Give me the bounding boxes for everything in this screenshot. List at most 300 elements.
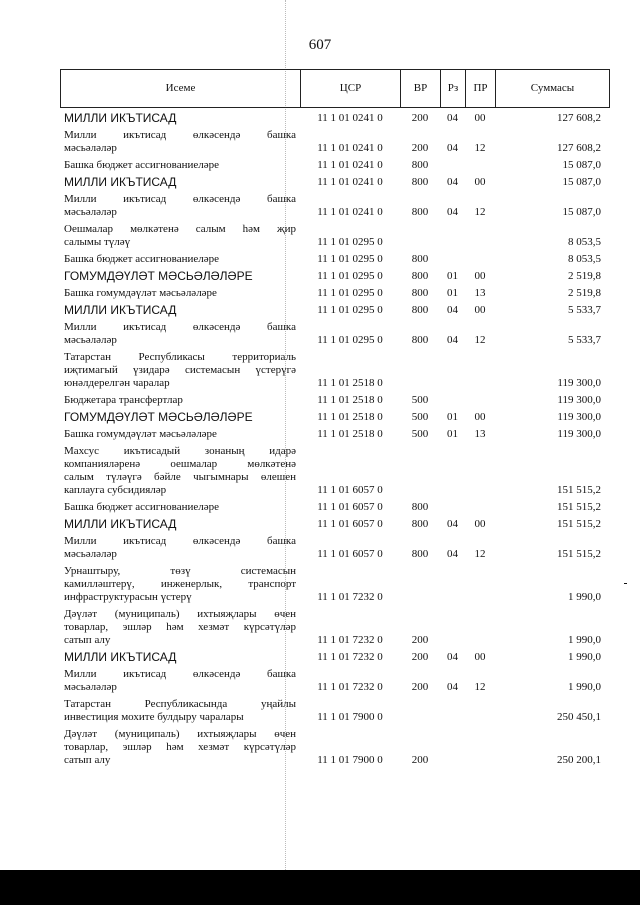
row-csr-cell	[300, 664, 400, 694]
row-sum-cell	[495, 647, 610, 664]
row-name-line: Милли икътисад өлкәсендә башка	[64, 668, 296, 680]
row-sum: 119 300,0	[557, 377, 601, 389]
row-name	[60, 219, 300, 249]
row-csr-cell	[300, 172, 400, 189]
row-pr-cell	[465, 647, 495, 664]
row-name	[60, 514, 300, 531]
row-name	[60, 108, 300, 125]
row-name-line: Дәүләт (муниципаль) ихтыяҗлары өчен	[64, 728, 296, 740]
row-name-line: товарлар, эшләр һәм хезмәт күрсәтүләр	[64, 741, 296, 753]
row-csr-cell	[300, 647, 400, 664]
row-pr-cell	[465, 694, 495, 724]
row-sum: 5 533,7	[568, 304, 601, 316]
row-rz-cell	[440, 390, 465, 407]
row-name-line: ГОМУМДӘҮЛӘТ МӘСЬӘЛӘЛӘРЕ	[64, 411, 253, 424]
row-name-line: юнәлдерелгән чаралар	[64, 377, 170, 389]
row-csr: 11 1 01 0241 0	[317, 176, 383, 188]
row-sum-cell	[495, 172, 610, 189]
row-vr-cell	[400, 249, 440, 266]
scan-bottom-edge	[0, 870, 640, 905]
row-sum-cell	[495, 317, 610, 347]
row-name	[60, 407, 300, 424]
row-csr-cell	[300, 497, 400, 514]
row-vr-cell	[400, 441, 440, 497]
row-csr-cell	[300, 219, 400, 249]
row-pr: 13	[474, 287, 486, 299]
row-sum-cell	[495, 108, 610, 125]
row-name-line: Башка бюджет ассигнованиеләре	[64, 501, 219, 513]
row-rz: 04	[447, 206, 458, 218]
row-name	[60, 724, 300, 767]
table-row	[60, 317, 610, 347]
table-row	[60, 694, 610, 724]
row-name-line: камилләштерү, инженерлык, транспорт	[64, 578, 296, 590]
row-sum: 151 515,2	[557, 518, 601, 530]
table-row	[60, 407, 610, 424]
row-pr-cell	[465, 219, 495, 249]
row-name-line: ГОМУМДӘҮЛӘТ МӘСЬӘЛӘЛӘРЕ	[64, 270, 253, 283]
row-csr-cell	[300, 347, 400, 390]
row-name-line: сатып алу	[64, 634, 111, 646]
table-row	[60, 531, 610, 561]
row-pr-cell	[465, 531, 495, 561]
row-vr-cell	[400, 300, 440, 317]
row-pr-cell	[465, 664, 495, 694]
table-row	[60, 604, 610, 647]
row-rz: 04	[447, 176, 458, 188]
row-pr-cell	[465, 300, 495, 317]
row-name	[60, 694, 300, 724]
row-csr-cell	[300, 424, 400, 441]
row-pr-cell	[465, 407, 495, 424]
row-sum: 250 450,1	[557, 711, 601, 723]
row-name	[60, 664, 300, 694]
row-sum: 15 087,0	[562, 159, 601, 171]
row-rz: 01	[447, 270, 458, 282]
row-vr-cell	[400, 390, 440, 407]
row-csr-cell	[300, 300, 400, 317]
row-sum: 15 087,0	[562, 176, 601, 188]
row-csr: 11 1 01 2518 0	[317, 377, 383, 389]
row-csr: 11 1 01 7900 0	[317, 711, 383, 723]
row-rz: 04	[447, 142, 458, 154]
row-sum-cell	[495, 189, 610, 219]
row-pr-cell	[465, 172, 495, 189]
row-pr: 00	[474, 304, 486, 316]
row-name-line: инвестиция мохите булдыру чаралары	[64, 711, 244, 723]
row-csr-cell	[300, 604, 400, 647]
row-vr-cell	[400, 724, 440, 767]
row-csr: 11 1 01 7232 0	[317, 591, 383, 603]
row-vr-cell	[400, 407, 440, 424]
row-csr: 11 1 01 2518 0	[317, 394, 383, 406]
row-sum: 250 200,1	[557, 754, 601, 766]
row-vr-cell	[400, 283, 440, 300]
row-pr-cell	[465, 249, 495, 266]
row-sum-cell	[495, 219, 610, 249]
row-vr: 200	[411, 754, 429, 766]
row-vr-cell	[400, 347, 440, 390]
row-csr-cell	[300, 317, 400, 347]
row-csr: 11 1 01 6057 0	[317, 484, 383, 496]
row-pr: 12	[474, 142, 486, 154]
row-csr-cell	[300, 189, 400, 219]
row-vr-cell	[400, 561, 440, 604]
table-row	[60, 390, 610, 407]
row-vr: 500	[411, 394, 429, 406]
row-rz-cell	[440, 347, 465, 390]
row-rz-cell	[440, 317, 465, 347]
row-pr: 00	[474, 411, 486, 423]
row-sum-cell	[495, 424, 610, 441]
row-name-line: Башка гомумдәүләт мәсьәләләре	[64, 428, 217, 440]
row-vr: 800	[411, 253, 429, 265]
row-vr-cell	[400, 664, 440, 694]
row-vr-cell	[400, 514, 440, 531]
row-rz-cell	[440, 724, 465, 767]
row-name-line: Бюджетара трансфертлар	[64, 394, 183, 406]
row-rz: 04	[447, 112, 458, 124]
row-name-line: компанияләренә оешмалар мөлкәтенә	[64, 458, 296, 470]
row-vr: 800	[411, 206, 429, 218]
row-sum: 8 053,5	[568, 253, 601, 265]
row-pr: 00	[474, 651, 486, 663]
row-name-line: мәсьәләләр	[64, 334, 117, 346]
row-name	[60, 317, 300, 347]
row-name-line: Дәүләт (муниципаль) ихтыяҗлары өчен	[64, 608, 296, 620]
row-name	[60, 390, 300, 407]
row-vr-cell	[400, 604, 440, 647]
table-row	[60, 664, 610, 694]
row-rz-cell	[440, 249, 465, 266]
row-sum-cell	[495, 604, 610, 647]
row-rz-cell	[440, 266, 465, 283]
row-rz-cell	[440, 531, 465, 561]
row-rz-cell	[440, 561, 465, 604]
row-sum: 1 990,0	[568, 591, 601, 603]
row-csr-cell	[300, 514, 400, 531]
row-rz: 04	[447, 681, 458, 693]
row-csr: 11 1 01 0295 0	[317, 270, 383, 282]
row-name	[60, 561, 300, 604]
row-name-line: мәсьәләләр	[64, 206, 117, 218]
row-pr: 12	[474, 548, 486, 560]
row-rz-cell	[440, 108, 465, 125]
row-csr: 11 1 01 6057 0	[317, 518, 383, 530]
row-csr: 11 1 01 6057 0	[317, 548, 383, 560]
row-name	[60, 155, 300, 172]
row-rz: 04	[447, 548, 458, 560]
row-vr-cell	[400, 424, 440, 441]
row-vr-cell	[400, 189, 440, 219]
row-vr-cell	[400, 497, 440, 514]
row-csr: 11 1 01 7232 0	[317, 634, 383, 646]
row-vr: 200	[411, 651, 429, 663]
row-csr-cell	[300, 724, 400, 767]
table-row	[60, 724, 610, 767]
row-sum-cell	[495, 694, 610, 724]
row-name-line: Башка гомумдәүләт мәсьәләләре	[64, 287, 217, 299]
row-rz-cell	[440, 694, 465, 724]
margin-mark	[624, 583, 627, 584]
row-name	[60, 531, 300, 561]
row-pr-cell	[465, 108, 495, 125]
row-vr: 500	[411, 411, 429, 423]
row-name	[60, 441, 300, 497]
row-name	[60, 300, 300, 317]
row-vr: 200	[411, 634, 429, 646]
row-name-line: товарлар, эшләр һәм хезмәт күрсәтүләр	[64, 621, 296, 633]
row-name-line: МИЛЛИ ИКЪТИСАД	[64, 304, 177, 317]
row-csr: 11 1 01 0295 0	[317, 253, 383, 265]
table-row	[60, 189, 610, 219]
table-row	[60, 647, 610, 664]
row-rz: 04	[447, 304, 458, 316]
row-vr: 800	[411, 334, 429, 346]
row-vr: 200	[411, 142, 429, 154]
column-header-vr: ВР	[401, 70, 441, 107]
table-row	[60, 108, 610, 125]
row-vr-cell	[400, 266, 440, 283]
row-rz: 01	[447, 287, 458, 299]
row-sum-cell	[495, 724, 610, 767]
table-row	[60, 497, 610, 514]
row-pr-cell	[465, 155, 495, 172]
row-name-line: салым түләүгә бәйле чыгымнары өлешен	[64, 471, 296, 483]
page-number: 607	[308, 37, 332, 53]
row-csr-cell	[300, 155, 400, 172]
row-rz-cell	[440, 664, 465, 694]
row-name-line: МИЛЛИ ИКЪТИСАД	[64, 112, 177, 125]
row-vr: 800	[411, 176, 429, 188]
table-row	[60, 424, 610, 441]
row-pr-cell	[465, 724, 495, 767]
row-csr: 11 1 01 0241 0	[317, 142, 383, 154]
row-name-line: Башка бюджет ассигнованиеләре	[64, 253, 219, 265]
row-csr: 11 1 01 7232 0	[317, 651, 383, 663]
row-rz-cell	[440, 172, 465, 189]
row-name-line: Милли икътисад өлкәсендә башка	[64, 535, 296, 547]
row-vr: 800	[411, 501, 429, 513]
row-sum: 119 300,0	[557, 394, 601, 406]
row-rz-cell	[440, 155, 465, 172]
row-name	[60, 497, 300, 514]
row-csr-cell	[300, 390, 400, 407]
column-header-rz: Рз	[441, 70, 466, 107]
row-name	[60, 283, 300, 300]
row-sum: 5 533,7	[568, 334, 601, 346]
column-header-name: Исеме	[61, 70, 301, 107]
row-pr: 00	[474, 176, 486, 188]
row-name-line: мәсьәләләр	[64, 681, 117, 693]
row-vr-cell	[400, 125, 440, 155]
row-vr-cell	[400, 219, 440, 249]
table-row	[60, 266, 610, 283]
row-pr-cell	[465, 561, 495, 604]
row-sum: 119 300,0	[557, 428, 601, 440]
row-pr: 00	[474, 270, 486, 282]
row-sum-cell	[495, 497, 610, 514]
row-csr-cell	[300, 108, 400, 125]
row-rz-cell	[440, 407, 465, 424]
row-vr-cell	[400, 172, 440, 189]
row-vr-cell	[400, 531, 440, 561]
row-pr-cell	[465, 266, 495, 283]
row-sum-cell	[495, 347, 610, 390]
column-header-pr: ПР	[466, 70, 496, 107]
row-vr: 800	[411, 518, 429, 530]
row-name-line: мәсьәләләр	[64, 548, 117, 560]
table-row	[60, 125, 610, 155]
row-sum-cell	[495, 407, 610, 424]
row-vr: 800	[411, 159, 429, 171]
row-pr-cell	[465, 390, 495, 407]
row-vr-cell	[400, 108, 440, 125]
row-name	[60, 424, 300, 441]
row-csr-cell	[300, 266, 400, 283]
row-rz-cell	[440, 604, 465, 647]
row-pr-cell	[465, 189, 495, 219]
row-rz-cell	[440, 424, 465, 441]
row-name-line: Урнаштыру, төзү системасын	[64, 565, 296, 577]
row-csr: 11 1 01 7232 0	[317, 681, 383, 693]
table-row	[60, 172, 610, 189]
row-name	[60, 125, 300, 155]
row-rz-cell	[440, 189, 465, 219]
table-row	[60, 283, 610, 300]
row-rz-cell	[440, 125, 465, 155]
row-name-line: МИЛЛИ ИКЪТИСАД	[64, 518, 177, 531]
row-sum-cell	[495, 561, 610, 604]
row-csr: 11 1 01 0241 0	[317, 206, 383, 218]
row-sum: 151 515,2	[557, 484, 601, 496]
row-pr-cell	[465, 604, 495, 647]
row-sum-cell	[495, 514, 610, 531]
row-pr-cell	[465, 424, 495, 441]
row-csr: 11 1 01 0295 0	[317, 334, 383, 346]
row-rz-cell	[440, 497, 465, 514]
row-rz: 01	[447, 411, 458, 423]
row-sum: 1 990,0	[568, 634, 601, 646]
row-csr-cell	[300, 531, 400, 561]
row-sum: 151 515,2	[557, 501, 601, 513]
row-sum: 119 300,0	[557, 411, 601, 423]
row-pr-cell	[465, 125, 495, 155]
table-row	[60, 347, 610, 390]
row-pr-cell	[465, 283, 495, 300]
row-name	[60, 189, 300, 219]
column-header-csr: ЦСР	[301, 70, 401, 107]
row-pr-cell	[465, 497, 495, 514]
row-sum: 2 519,8	[568, 287, 601, 299]
row-rz-cell	[440, 283, 465, 300]
table-row	[60, 155, 610, 172]
row-name-line: инфраструктурасын үстерү	[64, 591, 192, 603]
row-name-line: Оешмалар мөлкәтенә салым һәм җир	[64, 223, 296, 235]
row-vr: 500	[411, 428, 429, 440]
row-csr: 11 1 01 0295 0	[317, 287, 383, 299]
row-csr-cell	[300, 441, 400, 497]
row-rz: 04	[447, 334, 458, 346]
row-vr-cell	[400, 694, 440, 724]
row-name-line: Махсус икътисадый зонаның идарә	[64, 445, 296, 457]
row-sum-cell	[495, 390, 610, 407]
row-pr: 00	[474, 112, 486, 124]
table-header	[60, 69, 610, 108]
row-sum: 127 608,2	[557, 112, 601, 124]
row-pr: 12	[474, 334, 486, 346]
row-pr-cell	[465, 514, 495, 531]
row-csr: 11 1 01 0241 0	[317, 112, 383, 124]
row-name	[60, 249, 300, 266]
row-rz: 04	[447, 651, 458, 663]
row-sum: 1 990,0	[568, 681, 601, 693]
row-csr: 11 1 01 0295 0	[317, 304, 383, 316]
row-name	[60, 347, 300, 390]
row-rz: 01	[447, 428, 458, 440]
row-vr: 200	[411, 681, 429, 693]
row-sum: 15 087,0	[562, 206, 601, 218]
row-sum-cell	[495, 300, 610, 317]
row-pr: 12	[474, 206, 486, 218]
table-row	[60, 219, 610, 249]
row-csr: 11 1 01 2518 0	[317, 428, 383, 440]
row-sum-cell	[495, 441, 610, 497]
row-sum-cell	[495, 249, 610, 266]
row-csr-cell	[300, 694, 400, 724]
row-name-line: Милли икътисад өлкәсендә башка	[64, 193, 296, 205]
row-name-line: каплауга субсидияләр	[64, 484, 167, 496]
row-name-line: МИЛЛИ ИКЪТИСАД	[64, 651, 177, 664]
row-rz-cell	[440, 441, 465, 497]
row-rz: 04	[447, 518, 458, 530]
row-name	[60, 172, 300, 189]
row-vr-cell	[400, 647, 440, 664]
row-csr: 11 1 01 6057 0	[317, 501, 383, 513]
row-name-line: мәсьәләләр	[64, 142, 117, 154]
row-sum-cell	[495, 531, 610, 561]
row-pr-cell	[465, 317, 495, 347]
row-csr: 11 1 01 7900 0	[317, 754, 383, 766]
table-row	[60, 561, 610, 604]
row-pr-cell	[465, 441, 495, 497]
row-csr-cell	[300, 561, 400, 604]
row-vr-cell	[400, 317, 440, 347]
row-vr: 200	[411, 112, 429, 124]
row-sum-cell	[495, 155, 610, 172]
row-pr-cell	[465, 347, 495, 390]
table-row	[60, 441, 610, 497]
row-rz-cell	[440, 219, 465, 249]
row-name	[60, 647, 300, 664]
row-sum-cell	[495, 283, 610, 300]
row-csr: 11 1 01 2518 0	[317, 411, 383, 423]
row-csr-cell	[300, 407, 400, 424]
column-header-sum: Суммасы	[530, 82, 575, 94]
row-name-line: иҗтимагый үзидарә системасын үстерүгә	[64, 364, 296, 376]
row-name-line: МИЛЛИ ИКЪТИСАД	[64, 176, 177, 189]
row-sum-cell	[495, 125, 610, 155]
row-name-line: сатып алу	[64, 754, 111, 766]
row-name-line: салымы түләү	[64, 236, 131, 248]
row-sum: 2 519,8	[568, 270, 601, 282]
row-rz-cell	[440, 300, 465, 317]
row-sum: 127 608,2	[557, 142, 601, 154]
row-name	[60, 604, 300, 647]
row-vr: 800	[411, 548, 429, 560]
row-pr: 00	[474, 518, 486, 530]
row-name-line: Татарстан Республикасында уңайлы	[64, 698, 296, 710]
